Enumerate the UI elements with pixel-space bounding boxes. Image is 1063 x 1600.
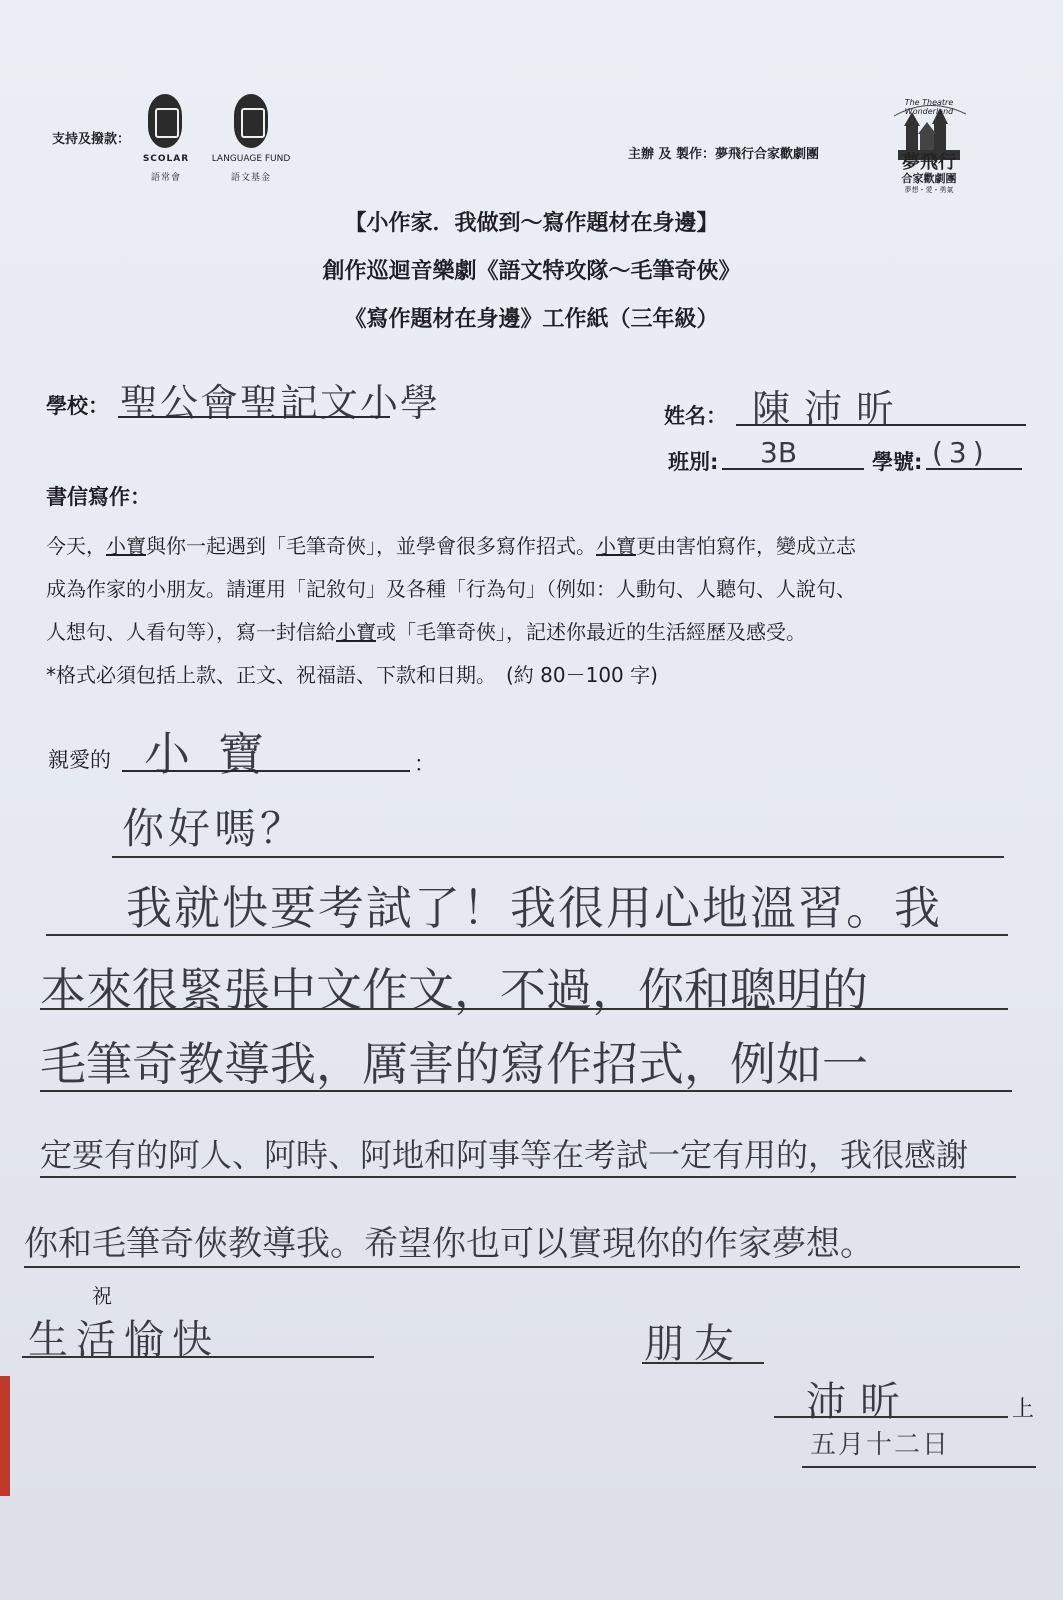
letter-rule-4 <box>40 1090 1012 1092</box>
school-value: 聖公會聖記文小學 <box>120 381 441 425</box>
signoff-text: 上 <box>1012 1397 1035 1422</box>
red-edge-mark <box>0 1376 10 1496</box>
language-fund-name-zh: 語文基金 <box>230 173 271 183</box>
theatre-subtitle: 合家歡劇團 <box>901 172 957 185</box>
signature: 沛昕 <box>806 1379 914 1425</box>
name-value: 陳沛昕 <box>752 387 909 431</box>
language-fund-logo <box>234 94 268 148</box>
letter-rule-6 <box>24 1266 1020 1268</box>
language-fund-name-en: LANGUAGE FUND <box>211 154 291 164</box>
letter-rule-3 <box>40 1008 1008 1010</box>
scolar-logo <box>148 94 182 148</box>
name-label: 姓名： <box>664 404 727 428</box>
class-label: 班別: <box>668 450 719 474</box>
instruction-line-2: 成為作家的小朋友。請運用「記敘句」及各種「行為句」（例如：人動句、人聽句、人說句、 <box>46 577 856 601</box>
blessing-label: 祝 <box>92 1284 112 1308</box>
blessing-value: 生活愉快 <box>28 1317 220 1363</box>
class-value: 3B <box>760 436 798 469</box>
letter-line-2: 我就快要考試了！我很用心地溫習。我 <box>126 881 942 935</box>
school-label: 學校： <box>46 394 109 418</box>
letter-rule-5 <box>40 1176 1016 1178</box>
theatre-motto: 夢想・愛・勇氣 <box>904 186 954 194</box>
salutation-colon: ： <box>414 752 435 776</box>
title-line-2: 創作巡迴音樂劇《語文特攻隊～毛筆奇俠》 <box>322 259 741 284</box>
letter-line-6: 你和毛筆奇俠教導我。希望你也可以實現你的作家夢想。 <box>24 1224 874 1264</box>
scolar-name-zh: 語常會 <box>150 173 181 183</box>
letter-date: 五月十二日 <box>810 1430 951 1460</box>
closing-relation-rule <box>642 1362 764 1364</box>
closing-relation: 朋友 <box>644 1321 744 1367</box>
scolar-name-en: SCOLAR <box>142 154 190 164</box>
theatre-name-zh: 夢飛行 <box>902 152 956 173</box>
letter-rule-1 <box>112 856 1004 858</box>
school-underline <box>118 416 390 418</box>
student-number-value: (3) <box>932 436 990 469</box>
salutation-value: 小寶 <box>144 727 292 781</box>
class-underline <box>722 468 864 470</box>
student-number-label: 學號: <box>872 450 923 474</box>
letter-line-1: 你好嗎？ <box>122 804 307 853</box>
sponsor-label: 支持及撥款： <box>52 132 131 147</box>
letter-rule-2 <box>46 934 1008 936</box>
student-number-underline <box>926 468 1022 470</box>
blessing-rule <box>22 1356 374 1358</box>
letter-line-4: 毛筆奇教導我，厲害的寫作招式，例如一 <box>40 1037 868 1091</box>
signature-rule <box>774 1416 1008 1418</box>
letter-line-5: 定要有的阿人、阿時、阿地和阿事等在考試一定有用的，我很感謝 <box>40 1136 969 1174</box>
date-rule <box>802 1466 1036 1468</box>
instruction-line-4: *格式必須包括上款、正文、祝福語、下款和日期。 (約 80－100 字) <box>46 663 658 687</box>
section-heading: 書信寫作： <box>46 485 151 509</box>
salutation-underline <box>122 770 410 772</box>
name-underline <box>736 424 1026 426</box>
organizer-text: 主辦 及 製作：夢飛行合家歡劇團 <box>628 147 820 162</box>
instruction-line-3: 人想句、人看句等），寫一封信給小寶或「毛筆奇俠」，記述你最近的生活經歷及感受。 <box>46 620 806 644</box>
title-line-1: 【小作家．我做到～寫作題材在身邊】 <box>344 211 719 236</box>
instruction-line-1: 今天，小寶與你一起遇到「毛筆奇俠」，並學會很多寫作招式。小寶更由害怕寫作，變成立志 <box>46 534 856 558</box>
salutation-label: 親愛的 <box>48 748 111 772</box>
title-line-3: 《寫作題材在身邊》工作紙（三年級） <box>344 307 719 332</box>
letter-line-3: 本來很緊張中文作文，不過，你和聰明的 <box>40 963 868 1017</box>
theatre-name-en: The Theatre Wonderland <box>904 98 954 116</box>
